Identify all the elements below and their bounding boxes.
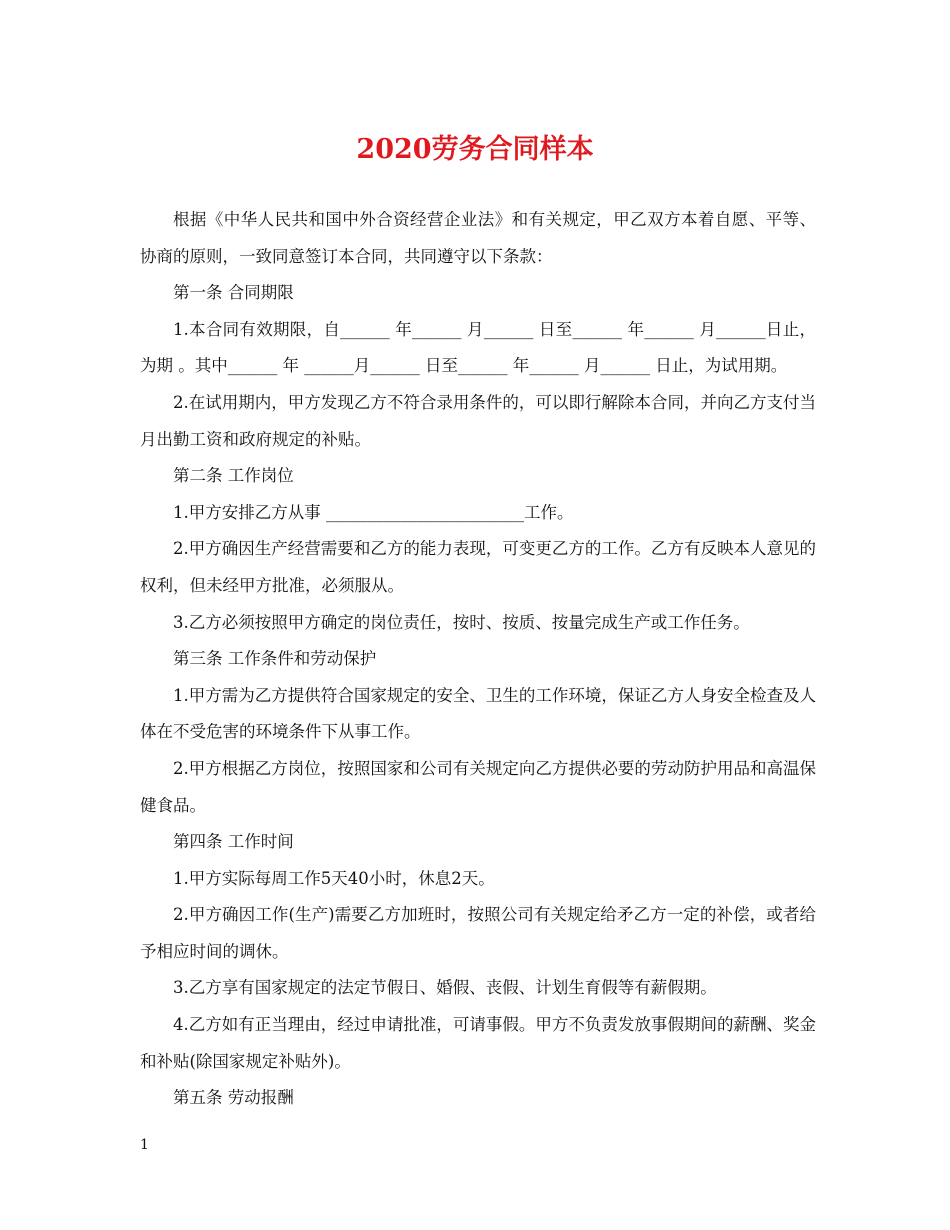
article-3-clause-1: 1.甲方需为乙方提供符合国家规定的安全、卫生的工作环境，保证乙方人身安全检查及人体在不受危害的环境条件下从事工作。: [140, 685, 816, 742]
article-3-heading: 第三条 工作条件和劳动保护: [173, 649, 377, 669]
article-2-heading: 第二条 工作岗位: [173, 466, 294, 486]
article-2-clause-3: 3.乙方必须按照甲方确定的岗位责任，按时、按质、按量完成生产或工作任务。: [173, 612, 750, 632]
article-4-clause-3: 3.乙方享有国家规定的法定节假日、婚假、丧假、计划生育假等有薪假期。: [173, 978, 717, 998]
document-body: [140, 202, 816, 1117]
article-4-clause-1: 1.甲方实际每周工作5天40小时，休息2天。: [173, 868, 495, 888]
article-4-heading: 第四条 工作时间: [173, 832, 294, 852]
page-number: 1: [140, 1137, 149, 1153]
article-1-clause-2: 2.在试用期内，甲方发现乙方不符合录用条件的，可以即行解除本合同，并向乙方支付当月出勤工资和政府规定的补贴。: [140, 392, 816, 449]
article-5-heading: 第五条 劳动报酬: [173, 1088, 294, 1108]
article-3-clause-2: 2.甲方根据乙方岗位，按照国家和公司有关规定向乙方提供必要的劳动防护用品和高温保健食品。: [140, 758, 816, 815]
article-2-clause-1: 1.甲方安排乙方从事 ________________________工作。: [173, 502, 574, 522]
article-2-clause-2: 2.甲方确因生产经营需要和乙方的能力表现，可变更乙方的工作。乙方有反映本人意见的权利，但未经甲方批准，必须服从。: [140, 539, 816, 595]
article-4-clause-2: 2.甲方确因工作(生产)需要乙方加班时，按照公司有关规定给矛乙方一定的补偿，或者给予相应时间的调休。: [140, 905, 816, 961]
article-1-heading: 第一条 合同期限: [173, 283, 294, 303]
article-1-clause-1: 1.本合同有效期限，自______ 年______ 月______ 日至______ 年______ 月______日止，为期 。其中______ 年 ______月______ 日至______ 年______ 月______ 日止，为试用期。: [140, 319, 816, 376]
intro-paragraph: 根据《中华人民共和国中外合资经营企业法》和有关规定，甲乙双方本着自愿、平等、协商的原则，一致同意签订本合同，共同遵守以下条款：: [140, 210, 816, 266]
document-title: 2020劳务合同样本: [356, 134, 594, 165]
article-4-clause-4: 4.乙方如有正当理由，经过申请批准，可请事假。甲方不负责发放事假期间的薪酬、奖金和补贴(除国家规定补贴外)。: [140, 1015, 816, 1071]
